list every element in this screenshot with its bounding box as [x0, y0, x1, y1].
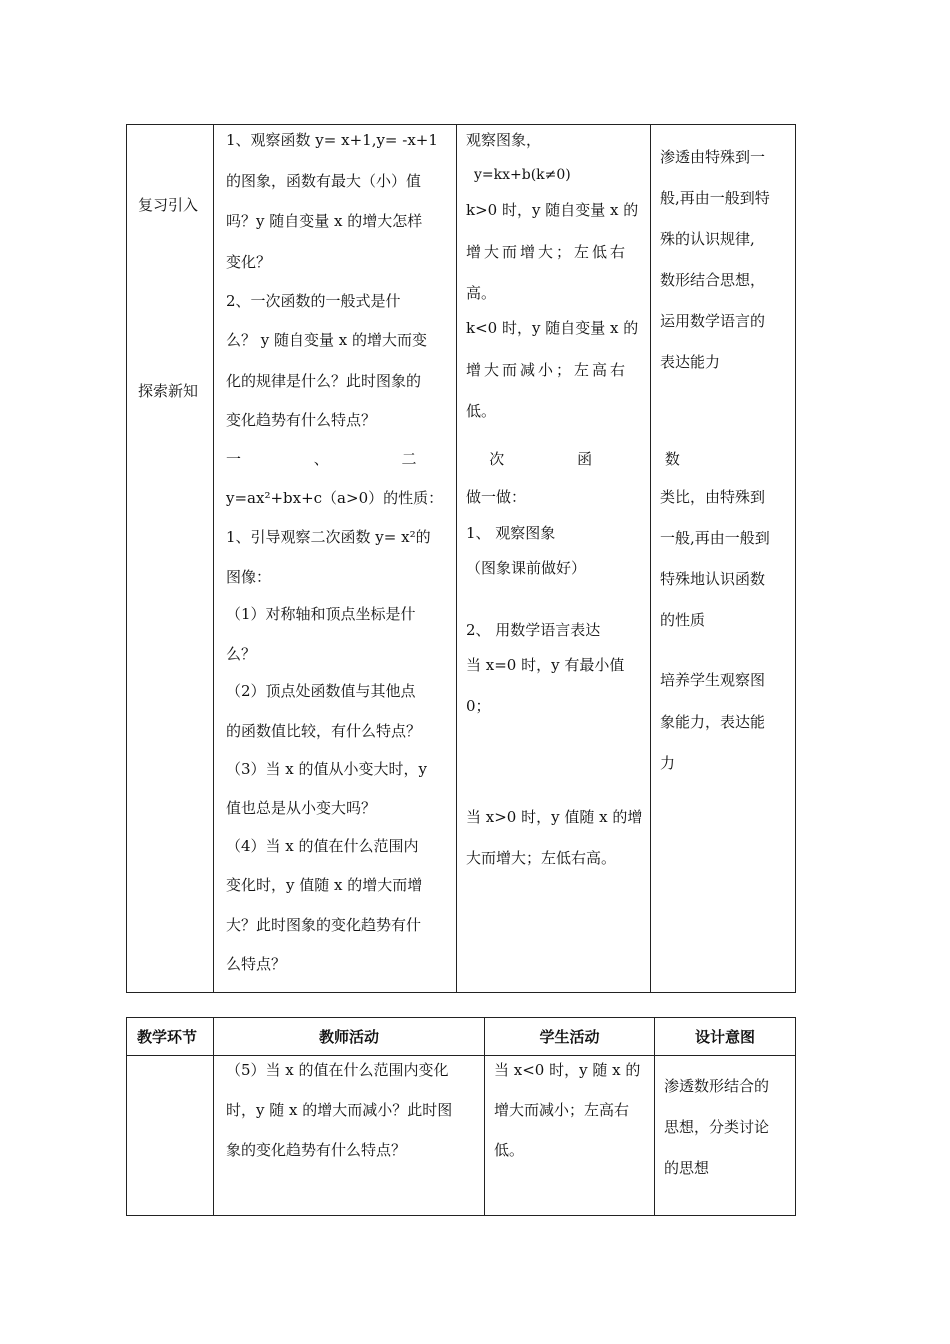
teacher-line: 象的变化趋势有什么特点？ [226, 1141, 407, 1159]
teacher-line: 图像： [226, 568, 272, 586]
teacher-line: 变化？ [226, 253, 272, 271]
section-heading: 一 、 二 次 函 数 [226, 450, 714, 468]
header-intent: 设计意图 [655, 1018, 796, 1056]
teacher-line: 化的规律是什么？此时图象的 [226, 372, 422, 390]
student-line: 1、 观察图象 [466, 524, 556, 542]
student-line: （图象课前做好） [466, 559, 587, 577]
student-line: 做一做： [466, 488, 527, 506]
intent-line: 特殊地认识函数 [660, 570, 766, 588]
lesson-table-continued [126, 124, 796, 993]
student-line: 0； [466, 697, 491, 715]
stage-review: 复习引入 [138, 196, 199, 214]
stage-explore: 探索新知 [138, 382, 199, 400]
teacher-line: 1、引导观察二次函数 y= x²的 [226, 528, 431, 546]
student-line: 低。 [494, 1141, 525, 1159]
intent-line: 一般,再由一般到 [660, 529, 770, 547]
student-line: 观察图象， [466, 131, 542, 149]
header-student: 学生活动 [485, 1018, 655, 1056]
teacher-line: （1）对称轴和顶点坐标是什 [226, 605, 416, 623]
teacher-line: 值也总是从小变大吗？ [226, 799, 377, 817]
teacher-line: 么？ [226, 645, 257, 663]
teacher-line: （4）当 x 的值在什么范围内 [226, 837, 419, 855]
intent-line: 运用数学语言的 [660, 312, 766, 330]
teacher-line: 2、一次函数的一般式是什 [226, 292, 401, 310]
header-stage: 教学环节 [127, 1018, 214, 1056]
teacher-line: 么特点？ [226, 955, 287, 973]
student-line: 2、 用数学语言表达 [466, 621, 601, 639]
student-line: k>0 时，y 随自变量 x 的 [466, 201, 639, 219]
intent-line: 渗透数形结合的 [664, 1077, 770, 1095]
student-line: 大而增大；左低右高。 [466, 849, 617, 867]
teacher-line: y=ax²+bx+c（a>0）的性质： [226, 489, 444, 507]
intent-line: 般,再由一般到特 [660, 189, 770, 207]
intent-line: 数形结合思想， [660, 271, 766, 289]
intent-line: 渗透由特殊到一 [660, 148, 766, 166]
teacher-line: 的函数值比较，有什么特点？ [226, 722, 422, 740]
student-line: 增大而减小；左高右 [494, 1101, 630, 1119]
design-intent-cell [651, 125, 796, 993]
student-line: y=kx+b(k≠0) [474, 167, 571, 183]
teacher-line: 吗？y 随自变量 x 的增大怎样 [226, 212, 423, 230]
student-line: 增大而减小；左高右 [466, 361, 629, 379]
lesson-table-header-section [126, 1017, 796, 1216]
student-line: k<0 时，y 随自变量 x 的 [466, 319, 639, 337]
teacher-line: 的图象，函数有最大（小）值 [226, 172, 422, 190]
student-line: 低。 [466, 402, 497, 420]
intent-line: 殊的认识规律, [660, 230, 755, 248]
teacher-line: （2）顶点处函数值与其他点 [226, 682, 416, 700]
intent-line: 的性质 [660, 611, 706, 629]
design-intent-cell [655, 1056, 796, 1216]
intent-line: 力 [660, 754, 676, 772]
intent-line: 思想，分类讨论 [664, 1118, 770, 1136]
intent-line: 培养学生观察图 [660, 671, 766, 689]
intent-line: 类比，由特殊到 [660, 488, 766, 506]
intent-line: 象能力，表达能 [660, 713, 766, 731]
teacher-line: 么？ y 随自变量 x 的增大而变 [226, 331, 428, 349]
teacher-line: 变化趋势有什么特点？ [226, 411, 377, 429]
teacher-line: （5）当 x 的值在什么范围内变化 [226, 1061, 449, 1079]
student-activity-cell [457, 125, 651, 993]
teacher-activity-cell [214, 1056, 485, 1216]
student-line: 高。 [466, 284, 497, 302]
stage-cell-empty [127, 1056, 214, 1216]
teacher-line: （3）当 x 的值从小变大时，y [226, 760, 428, 778]
student-activity-cell [485, 1056, 655, 1216]
teacher-line: 时，y 随 x 的增大而减小？此时图 [226, 1101, 453, 1119]
student-line: 增大而增大；左低右 [466, 243, 629, 261]
teacher-line: 1、观察函数 y= x+1,y= -x+1 [226, 131, 438, 149]
header-teacher: 教师活动 [214, 1018, 485, 1056]
teacher-line: 大？此时图象的变化趋势有什 [226, 916, 422, 934]
teacher-line: 变化时，y 值随 x 的增大而增 [226, 876, 423, 894]
student-line: 当 x<0 时，y 随 x 的 [494, 1061, 641, 1079]
student-line: 当 x=0 时，y 有最小值 [466, 656, 625, 674]
student-line: 当 x>0 时，y 值随 x 的增 [466, 808, 643, 826]
intent-line: 表达能力 [660, 353, 721, 371]
intent-line: 的思想 [664, 1159, 710, 1177]
stage-cell [127, 125, 214, 993]
